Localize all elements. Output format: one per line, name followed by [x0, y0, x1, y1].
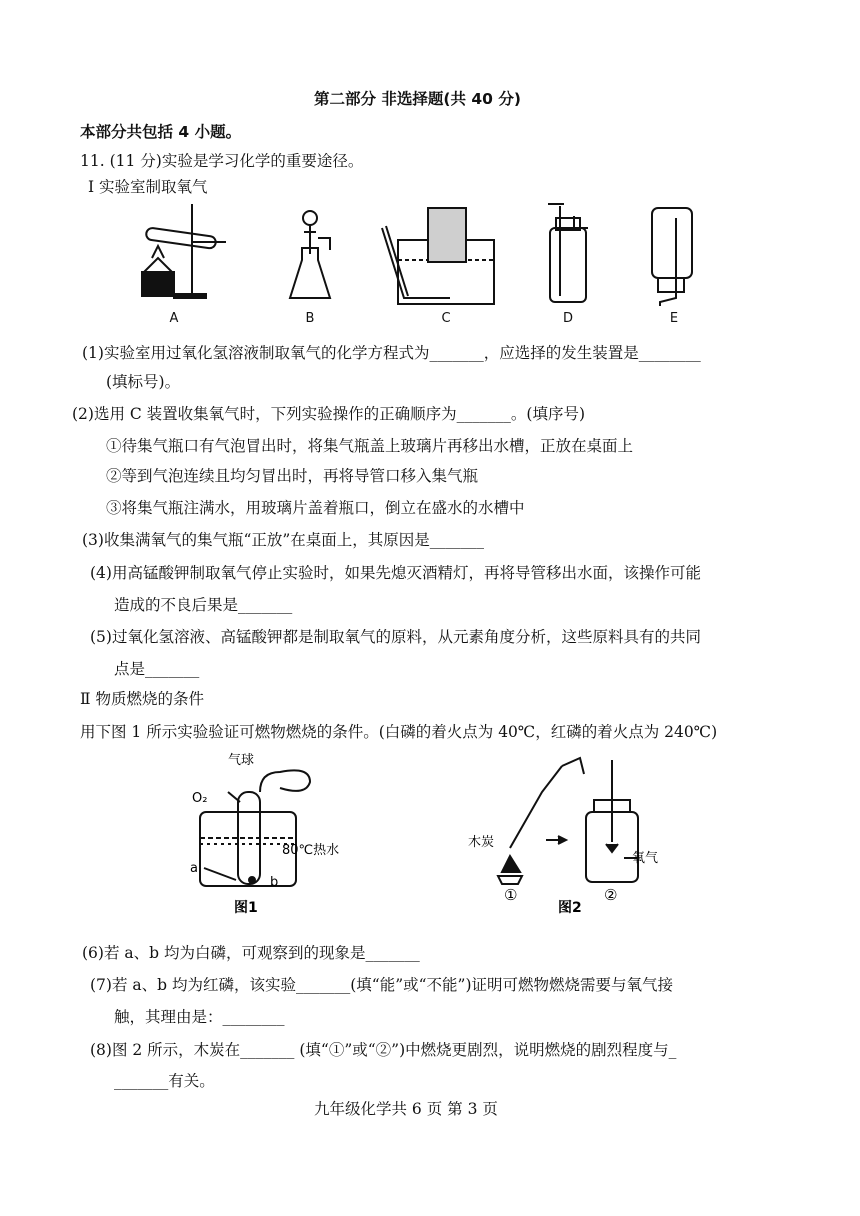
fig2-step1-label: ① [504, 886, 518, 904]
part-1-title: Ⅰ 实验室制取氧气 [88, 178, 208, 196]
apparatus-a [142, 204, 226, 298]
q5-line1: (5)过氧化氢溶液、高锰酸钾都是制取氧气的原料，从元素角度分析，这些原料具有的共同 [90, 628, 701, 646]
q8-line2: _______有关。 [114, 1072, 215, 1090]
figure-1 [180, 752, 350, 922]
fig1-caption: 图1 [234, 900, 258, 916]
fig1-o2-label: O₂ [192, 791, 208, 806]
section-intro: 本部分共包括 4 小题。 [80, 123, 242, 141]
question-11-stem: 11. (11 分)实验是学习化学的重要途径。 [80, 152, 364, 170]
fig1-b-label: b [270, 875, 279, 890]
q4-line2: 造成的不良后果是_______ [114, 596, 293, 614]
apparatus-e [652, 208, 692, 306]
fig1-water-label: 80℃热水 [282, 843, 340, 858]
q5-line2: 点是_______ [114, 660, 200, 678]
q8-line1: (8)图 2 所示，木炭在_______ (填“①”或“②”)中燃烧更剧烈，说明燃烧的剧烈程度与_ [90, 1041, 677, 1059]
section-title: 第二部分 非选择题(共 40 分) [314, 90, 521, 108]
q2-option2: ②等到气泡连续且均匀冒出时，再将导管口移入集气瓶 [106, 467, 479, 485]
fig1-a-label: a [190, 861, 198, 876]
label-a: A [169, 311, 179, 326]
q3: (3)收集满氧气的集气瓶“正放”在桌面上，其原因是_______ [82, 531, 485, 549]
apparatus-d [548, 204, 588, 302]
apparatus-c [382, 208, 494, 304]
q2-line1: (2)选用 C 装置收集氧气时，下列实验操作的正确顺序为_______。(填序号) [72, 405, 586, 423]
fig2-caption: 图2 [558, 900, 582, 916]
label-d: D [562, 311, 574, 326]
label-c: C [441, 311, 451, 326]
figure-2 [462, 752, 692, 922]
apparatus-b [290, 211, 330, 298]
apparatus-figure [130, 198, 700, 328]
q6: (6)若 a、b 均为白磷，可观察到的现象是_______ [82, 944, 420, 962]
label-b: B [305, 311, 315, 326]
fig2-oxygen-label: 氧气 [632, 851, 659, 866]
q4-line1: (4)用高锰酸钾制取氧气停止实验时，如果先熄灭酒精灯，再将导管移出水面，该操作可能 [90, 564, 701, 582]
fig2-charcoal-label: 木炭 [468, 835, 495, 850]
q2-option3: ③将集气瓶注满水，用玻璃片盖着瓶口，倒立在盛水的水槽中 [106, 499, 525, 517]
q7-line2: 触，其理由是：________ [114, 1008, 285, 1026]
q2-option1: ①待集气瓶口有气泡冒出时，将集气瓶盖上玻璃片再移出水槽，正放在桌面上 [106, 437, 634, 455]
part-2-intro: 用下图 1 所示实验验证可燃物燃烧的条件。(白磷的着火点为 40℃，红磷的着火点为 240℃) [80, 723, 718, 741]
q1-line1: (1)实验室用过氧化氢溶液制取氧气的化学方程式为_______，应选择的发生装置是________ [82, 344, 701, 362]
label-e: E [669, 311, 679, 326]
fig1-balloon-label: 气球 [228, 753, 255, 768]
q7-line1: (7)若 a、b 均为红磷，该实验_______(填“能”或“不能”)证明可燃物燃烧需要与氧气接 [90, 976, 674, 994]
q1-line2: (填标号)。 [106, 373, 181, 391]
part-2-title: Ⅱ 物质燃烧的条件 [80, 690, 204, 708]
page-footer: 九年级化学共 6 页 第 3 页 [314, 1100, 498, 1118]
fig2-step2-label: ② [604, 886, 618, 904]
